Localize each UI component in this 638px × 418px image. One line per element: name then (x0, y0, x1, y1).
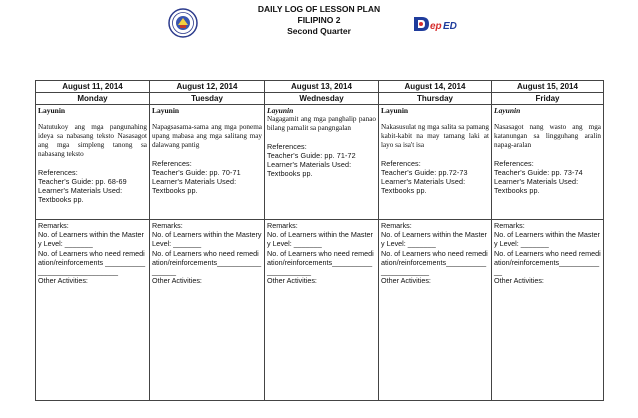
day-row (36, 93, 604, 105)
remarks-cell (492, 220, 604, 401)
remediation-text: No. of Learners who need remediation/reinforcements____________ (494, 248, 601, 277)
objective-title: Layunin (38, 106, 66, 115)
references-text: Teacher's Guide: pp.72-73 Learner's Materials Used: Textbooks pp. (381, 168, 468, 195)
day-cell: Thursday (379, 93, 492, 105)
objective-cell (265, 105, 379, 220)
deped-logo-icon (412, 14, 460, 34)
objective-title: Layunin (494, 106, 521, 115)
objectives-row (36, 105, 604, 220)
lesson-log-table (35, 80, 604, 401)
references-text: Teacher's Guide: pp. 71-72 Learner's Materials Used: Textbooks pp. (267, 151, 356, 178)
remarks-label: Remarks: (381, 221, 412, 230)
remediation-text: No. of Learners who need remediation/reinforcements______________________ (381, 248, 488, 277)
day-cell: Wednesday (265, 93, 379, 105)
objective-text: Nagagamit ang mga panghalip panao bilang pamalit sa pangngalan (267, 115, 376, 132)
date-cell: August 12, 2014 (150, 81, 265, 93)
objective-title: Layunin (381, 106, 409, 115)
other-activities-label: Other Activities: (152, 276, 202, 286)
day-cell: Monday (36, 93, 150, 105)
other-activities-label: Other Activities: (381, 276, 431, 286)
remarks-cell (265, 220, 379, 401)
objective-text: Natutukoy ang mga pangunahing ideya sa nabasang teksto Nasasagot ang mga simpleng tanong sa nabasang teksto (38, 123, 147, 158)
date-cell: August 13, 2014 (265, 81, 379, 93)
references-label: References: (494, 159, 534, 168)
day-cell: Friday (492, 93, 604, 105)
references-label: References: (267, 142, 307, 151)
header-line-2: FILIPINO 2 (297, 15, 341, 25)
references-label: References: (381, 159, 421, 168)
date-cell: August 14, 2014 (379, 81, 492, 93)
remarks-cell (379, 220, 492, 401)
document-header (0, 0, 638, 60)
remediation-text: No. of Learners who need remediation/reinforcements_____________________ (267, 248, 374, 277)
objective-cell (36, 105, 150, 220)
header-line-3: Second Quarter (287, 26, 351, 36)
remediation-text: No. of Learners who need remediation/reinforcements_________________ (152, 248, 262, 277)
objective-text: Napagsasama-sama ang mga ponema upang mabasa ang mga salitang may dalawang pantig (152, 123, 262, 149)
remarks-label: Remarks: (267, 221, 298, 230)
remarks-cell (36, 220, 150, 401)
other-activities-label: Other Activities: (267, 276, 317, 286)
objective-cell (379, 105, 492, 220)
references-label: References: (38, 168, 78, 177)
objective-title: Layunin (152, 106, 180, 115)
svg-text:ED: ED (443, 21, 457, 32)
other-activities-label: Other Activities: (494, 276, 544, 286)
remarks-cell (150, 220, 265, 401)
mastery-text: No. of Learners within the Mastery Level: _______ (381, 230, 487, 249)
header-line-1: DAILY LOG OF LESSON PLAN (257, 4, 381, 14)
mastery-text: No. of Learners within the Mastery Level: _______ (152, 230, 264, 249)
remarks-label: Remarks: (152, 221, 183, 230)
header-title-block (200, 4, 438, 37)
svg-text:ep: ep (430, 21, 442, 32)
references-text: Teacher's Guide: pp. 68-69 Learner's Materials Used: Textbooks pp. (38, 177, 127, 204)
objective-cell (492, 105, 604, 220)
day-cell: Tuesday (150, 93, 265, 105)
remediation-text: No. of Learners who need remediation/reinforcements ______________________________ (38, 248, 146, 277)
objective-text: Nakasusulat ng mga salita sa pamang kabit-kabit na may tamang laki at layo sa isa't isa (381, 123, 489, 149)
references-label: References: (152, 159, 192, 168)
objective-text: Nasasagot nang wasto ang mga katanungan sa lingguhang aralin napag-aralan (494, 123, 601, 149)
date-cell: August 11, 2014 (36, 81, 150, 93)
objective-title: Layunin (267, 106, 294, 115)
mastery-text: No. of Learners within the Mastery Level: _______ (494, 230, 600, 249)
references-text: Teacher's Guide: pp. 70-71 Learner's Materials Used: Textbooks pp. (152, 168, 241, 195)
references-text: Teacher's Guide: pp. 73-74 Learner's Materials Used: Textbooks pp. (494, 168, 583, 195)
mastery-text: No. of Learners within the Mastery Level: _______ (38, 230, 144, 249)
mastery-text: No. of Learners within the Mastery Level: _______ (267, 230, 373, 249)
deped-seal-icon (168, 8, 198, 38)
objective-cell (150, 105, 265, 220)
date-cell: August 15, 2014 (492, 81, 604, 93)
remarks-label: Remarks: (38, 221, 69, 230)
remarks-label: Remarks: (494, 221, 525, 230)
other-activities-label: Other Activities: (38, 276, 88, 286)
remarks-row (36, 220, 604, 401)
date-row (36, 81, 604, 93)
